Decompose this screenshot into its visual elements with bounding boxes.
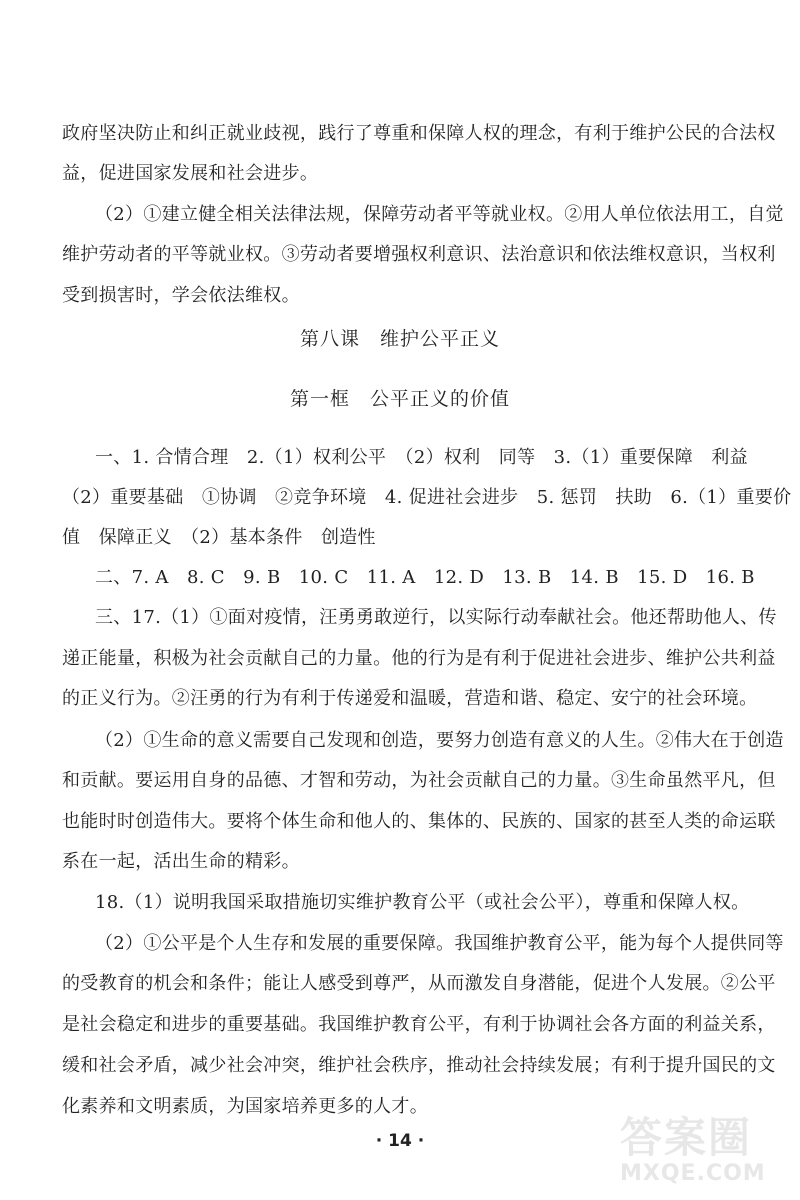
text-line: 18.（1）说明我国采取措施切实维护教育公平（或社会公平），尊重和保障人权。 [95,892,750,913]
text-line: （2）①公平是个人生存和发展的重要保障。我国维护教育公平，能为每个人提供同等 [95,933,784,954]
text-line: 的正义行为。②汪勇的行为有利于传递爱和温暖，营造和谐、稳定、安宁的社会环境。 [62,688,758,709]
page-number: · 14 · [375,1131,425,1151]
watermark-url: MXQE.COM [620,1161,766,1186]
lesson-title: 第八课 维护公平正义 [299,328,500,350]
text-line: 递正能量，积极为社会贡献自己的力量。他的行为是有利于促进社会进步、维护公共利益 [62,648,776,669]
watermark-logo [620,1105,795,1195]
text-line: 一、1. 合情合理 2.（1）权利公平 （2）权利 同等 3.（1）重要保障 利益 [95,447,748,468]
text-line: 也能时时创造伟大。要将个体生命和他人的、集体的、民族的、国家的甚至人类的命运联 [62,811,776,832]
text-line: （2）①建立健全相关法律法规，保障劳动者平等就业权。②用人单位依法用工，自觉 [95,204,784,225]
text-line: 维护劳动者的平等就业权。③劳动者要增强权利意识、法治意识和依法维权意识，当权利 [62,244,776,265]
text-line: （2）重要基础 ①协调 ②竞争环境 4. 促进社会进步 5. 惩罚 扶助 6.（1）重要价 [62,487,792,508]
text-line: 益，促进国家发展和社会进步。 [62,163,319,184]
text-line: 是社会稳定和进步的重要基础。我国维护教育公平，有利于协调社会各方面的利益关系， [62,1014,776,1035]
text-line: 的受教育的机会和条件；能让人感受到尊严，从而激发自身潜能，促进个人发展。②公平 [62,973,776,994]
watermark-text: 答案圈 [620,1113,753,1162]
text-line: 系在一起，活出生命的精彩。 [62,851,300,872]
text-line: 受到损害时，学会依法维权。 [62,285,300,306]
text-line: （2）①生命的意义需要自己发现和创造，要努力创造有意义的人生。②伟大在于创造 [95,730,784,751]
text-line: 二、7. A 8. C 9. B 10. C 11. A 12. D 13. B 14. B 15. D 16. B [95,567,755,588]
text-line: 缓和社会矛盾，减少社会冲突，维护社会秩序，推动社会持续发展；有利于提升国民的文 [62,1055,776,1076]
text-line: 三、17.（1）①面对疫情，汪勇勇敢逆行，以实际行动奉献社会。他还帮助他人、传 [95,607,777,628]
section-title: 第一框 公平正义的价值 [289,388,510,410]
text-line: 化素养和文明素质，为国家培养更多的人才。 [62,1096,428,1117]
text-line: 和贡献。要运用自身的品德、才智和劳动，为社会贡献自己的力量。③生命虽然平凡，但 [62,770,776,791]
text-line: 政府坚决防止和纠正就业歧视，践行了尊重和保障人权的理念，有利于维护公民的合法权 [62,123,776,144]
text-line: 值 保障正义 （2）基本条件 创造性 [62,527,376,548]
